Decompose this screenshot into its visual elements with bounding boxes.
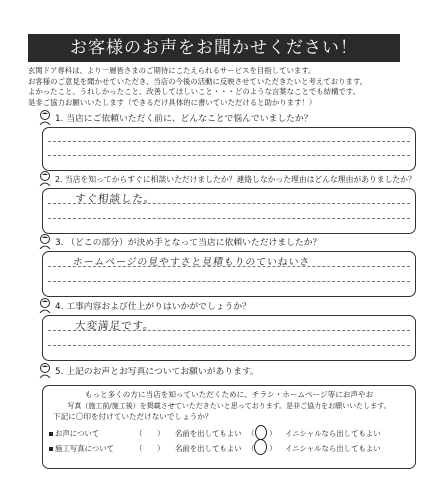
intro-line: お客様のご意見を聞かせていただき、当店の今後の活動に反映させていただきたいと考えております。 <box>28 76 368 86</box>
intro-text <box>28 66 408 108</box>
consent-initial-checkbox[interactable]: （ ） <box>247 444 277 453</box>
handwritten-circle-mark <box>255 425 267 440</box>
consent-name-checkbox[interactable]: （ ） <box>135 429 165 438</box>
answer-box-2 <box>42 188 416 234</box>
consent-name-text: 名前を出してもよい <box>175 429 242 438</box>
page-title: お客様のお声をお聞かせください！ <box>28 34 400 62</box>
answer-line <box>48 218 410 219</box>
consent-label: 施工写真について <box>49 443 114 454</box>
consent-initial-checkbox[interactable]: （ ） <box>247 429 277 438</box>
question-label: 4. 工事内容および仕上がりはいかがでしょうか？ <box>55 302 251 312</box>
answer-line <box>48 141 410 142</box>
consent-initial-text: イニシャルなら出してもよい <box>285 444 381 453</box>
person-icon <box>38 233 52 249</box>
handwritten-answer: ホームページの見やすさと見積もりのていねいさ <box>72 257 311 268</box>
publication-request-box <box>42 385 416 469</box>
answer-line <box>48 155 410 156</box>
intro-line: 玄関ドア専科は、より一層皆さまのご期待にこたえられるサービスを目指しています。 <box>28 66 316 75</box>
question-label: 2. 当店を知ってからすぐに相談いただけましたか？連絡しなかった理由はどんな理由がありましたか？ <box>55 175 416 184</box>
consent-name-text: 名前を出してもよい <box>175 444 242 453</box>
handwritten-circle-mark <box>254 439 267 455</box>
answer-line <box>48 281 410 282</box>
question-label: 3. （どこの部分）が決め手となって当店に依頼いただけましたか？ <box>55 238 322 248</box>
request-line: 下記に〇印を付けていただけないでしょうか？ <box>53 412 213 421</box>
request-line: 写真（施工前/施工後）を掲載させていただきたいと思っております。是非ご協力をお願いいたします。 <box>67 402 391 410</box>
bullet-square-icon <box>49 447 53 451</box>
handwritten-answer: すぐ相談した。 <box>74 193 157 205</box>
bullet-square-icon <box>49 432 53 436</box>
person-icon <box>38 170 52 186</box>
person-icon <box>38 297 52 313</box>
consent-label: お声について <box>49 428 99 439</box>
answer-box-1 <box>42 127 416 171</box>
question-label: 5. 上記のお声とお写真についてお願いがあります。 <box>55 367 259 377</box>
consent-name-checkbox[interactable]: （ ） <box>135 444 165 453</box>
person-icon <box>38 362 52 378</box>
handwritten-answer: 大変満足です。 <box>74 320 156 332</box>
intro-line: 是非ご協力お願いいたします（できるだけ具体的に書いていただけると助かります！） <box>28 97 317 107</box>
answer-line <box>48 345 410 346</box>
question-label: 1. 当店にご依頼いただく前に、どんなことで悩んでいましたか？ <box>55 114 313 124</box>
answer-box-4 <box>42 315 416 361</box>
answer-box-3 <box>42 251 416 297</box>
person-icon <box>38 109 52 125</box>
consent-initial-text: イニシャルなら出してもよい <box>285 429 381 438</box>
request-line: もっと多くの方に当店を知っていただくために、チラシ・ホームページ等にお声やお <box>84 390 374 399</box>
intro-line: よかったこと、うれしかったこと、改善してほしいこと・・・どのような言葉なことでも結構です。 <box>28 87 360 97</box>
